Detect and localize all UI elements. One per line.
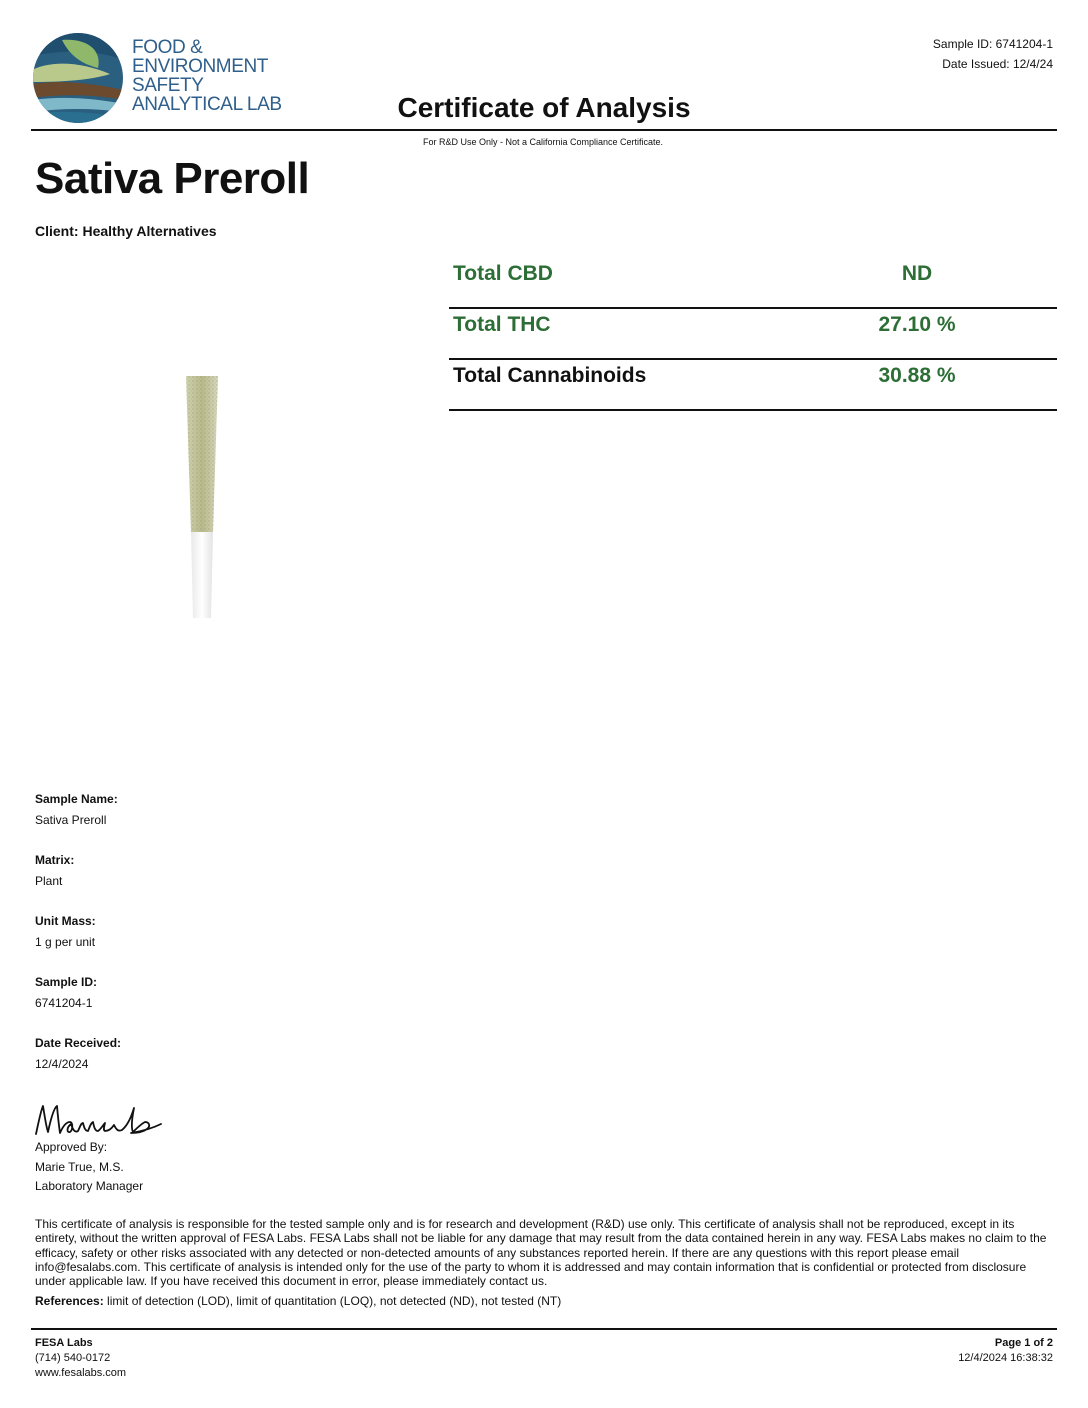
total-cbd-row [449,258,1057,309]
references [35,1294,1055,1308]
page-number: Page 1 of 2 [994,1337,1053,1349]
total-cannabinoids-value: 30.88 % [878,364,956,387]
date-issued: Date Issued: 12/4/24 [942,57,1053,71]
page-title: Certificate of Analysis [397,92,691,123]
total-thc-row [449,309,1057,360]
signature [33,1096,163,1140]
preroll-image [180,372,224,622]
sample-name-label: Sample Name: [35,792,118,806]
matrix-value: Plant [35,874,63,888]
footer-contact [35,1336,126,1381]
matrix-label: Matrix: [35,853,75,867]
client-line [35,223,217,239]
total-cbd-value: ND [901,262,933,285]
references-text: limit of detection (LOD), limit of quantitation (LOQ), not detected (ND), not tested (NT) [107,1294,562,1308]
client-name: Healthy Alternatives [82,223,217,239]
lab-name-line: ANALYTICAL LAB [132,94,282,115]
footer-phone: (714) 540-0172 [35,1352,111,1364]
unit-mass-label: Unit Mass: [35,914,96,928]
header-meta [933,34,1053,74]
header-divider [31,129,1057,131]
lab-name-line: FOOD & [132,37,203,58]
client-label: Client: [35,223,79,239]
footer-website: www.fesalabs.com [35,1367,127,1379]
approval-block [35,1138,143,1197]
footer-company: FESA Labs [35,1337,93,1349]
footer-divider [31,1328,1057,1330]
rd-disclaimer: For R&D Use Only - Not a California Compliance Certificate. [422,137,664,147]
total-thc-value: 27.10 % [878,313,956,336]
product-title: Sativa Preroll [35,154,310,203]
total-cannabinoids-label: Total Cannabinoids [453,364,647,387]
unit-mass-value: 1 g per unit [35,935,96,949]
approver-name: Marie True, M.S. [35,1159,124,1174]
approver-role: Laboratory Manager [35,1179,144,1193]
sample-id-label: Sample ID: [35,975,98,989]
date-received-label: Date Received: [35,1036,122,1050]
sample-name-value: Sativa Preroll [35,813,107,827]
sample-id-header: Sample ID: 6741204-1 [932,37,1053,51]
approved-by-label: Approved By: [35,1140,108,1154]
total-cbd-label: Total CBD [453,262,553,285]
total-cannabinoids-row [449,360,1057,411]
sample-info [35,792,121,1097]
footer-page-info [958,1336,1053,1366]
date-received-value: 12/4/2024 [35,1057,89,1071]
lab-name-line: SAFETY [132,75,204,96]
footer-timestamp: 12/4/2024 16:38:32 [958,1352,1053,1364]
legal-disclaimer: This certificate of analysis is responsible for the tested sample only and is for research and development (R&D) use only. This certificate of analysis shall not be reproduced, except in its entirety, without the written approval of FESA Labs. FESA Labs shall not be liable for any damage that may result from the data contained herein in any way. FESA Labs makes no claim to the efficacy, safety or other risks associated with any detected or non-detected amounts of any substances reported herein. If there are any questions with this report please email info@fesalabs.com. This certificate of analysis is intended only for the use of the party to whom it is addressed and may contain information that is confidential or protected from disclosure under applicable law. If you have received this document in error, please immediately contact us. [35,1217,1047,1289]
totals-table [449,258,1057,411]
sample-id-value: 6741204-1 [35,996,93,1010]
references-label: References: [35,1294,104,1308]
lab-name-line: ENVIRONMENT [132,56,268,77]
total-thc-label: Total THC [453,313,551,336]
